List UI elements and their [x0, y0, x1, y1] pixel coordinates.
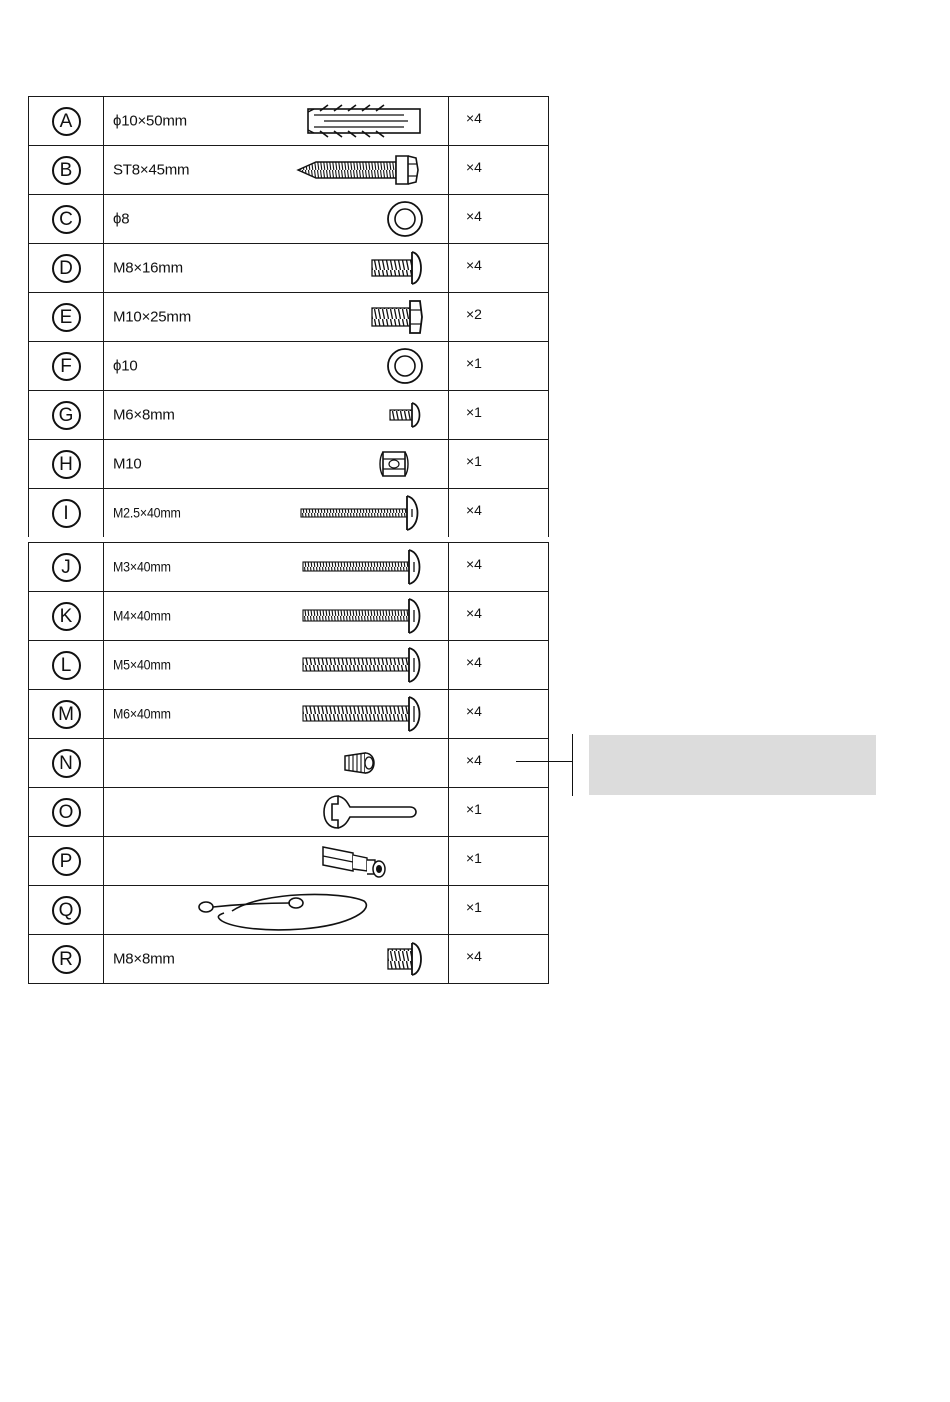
- part-qty: ×4: [466, 948, 482, 964]
- part-letter: H: [52, 450, 81, 479]
- small-bolt-icon: [388, 401, 424, 429]
- part-letter: G: [52, 401, 81, 430]
- part-qty: ×1: [466, 453, 482, 469]
- part-qty: ×4: [466, 159, 482, 175]
- part-letter: L: [52, 651, 81, 680]
- pan-head-bolt-icon: [370, 250, 426, 286]
- part-spec: M10×25mm: [113, 308, 192, 326]
- part-qty: ×4: [466, 257, 482, 273]
- part-spec: M8×16mm: [113, 259, 183, 277]
- table-row: [29, 293, 549, 342]
- spacer-icon: [341, 748, 381, 778]
- table-row: [29, 641, 549, 690]
- table-row: [29, 690, 549, 739]
- table-row: [29, 440, 549, 489]
- washer-icon: [385, 199, 425, 239]
- part-spec: M10: [113, 455, 142, 473]
- part-qty: ×4: [466, 502, 482, 518]
- part-letter: C: [52, 205, 81, 234]
- part-qty: ×1: [466, 850, 482, 866]
- callout-box: [589, 735, 876, 795]
- part-letter: J: [52, 553, 81, 582]
- washer-icon: [385, 346, 425, 386]
- wrench-icon: [322, 792, 420, 832]
- part-letter: K: [52, 602, 81, 631]
- table-row: [29, 342, 549, 391]
- part-letter: P: [52, 847, 81, 876]
- hex-nut-icon: [379, 448, 409, 480]
- table-row: [29, 543, 549, 592]
- part-spec: ϕ8: [113, 210, 130, 228]
- long-screw-icon: [301, 645, 427, 685]
- part-letter: A: [52, 107, 81, 136]
- hex-bit-icon: [319, 841, 391, 881]
- part-spec: M3×40mm: [113, 559, 171, 575]
- part-letter: N: [52, 749, 81, 778]
- callout-bracket-line: [572, 734, 573, 796]
- part-letter: D: [52, 254, 81, 283]
- part-qty: ×1: [466, 899, 482, 915]
- part-spec: ϕ10×50mm: [113, 112, 187, 130]
- part-letter: I: [52, 499, 81, 528]
- part-qty: ×4: [466, 110, 482, 126]
- long-screw-icon: [301, 596, 427, 636]
- part-spec: M2.5×40mm: [113, 505, 181, 521]
- strap-icon: [192, 887, 374, 933]
- lag-screw-icon: [296, 150, 422, 190]
- table-row: [29, 391, 549, 440]
- part-qty: ×4: [466, 605, 482, 621]
- part-spec: M8×8mm: [113, 950, 175, 968]
- part-spec: M4×40mm: [113, 608, 171, 624]
- table-row: [29, 837, 549, 886]
- callout-leader-line: [516, 761, 573, 762]
- part-letter: R: [52, 945, 81, 974]
- wall-anchor-icon: [304, 103, 424, 139]
- table-row: [29, 489, 549, 538]
- part-qty: ×1: [466, 404, 482, 420]
- long-screw-icon: [301, 547, 427, 587]
- part-spec: ST8×45mm: [113, 161, 190, 179]
- hardware-table-part-2: [28, 542, 549, 984]
- table-row: [29, 146, 549, 195]
- hardware-table-part-1: [28, 96, 549, 537]
- table-row: [29, 195, 549, 244]
- table-row: [29, 97, 549, 146]
- part-letter: M: [52, 700, 81, 729]
- part-spec: M5×40mm: [113, 657, 171, 673]
- part-letter: F: [52, 352, 81, 381]
- part-qty: ×1: [466, 355, 482, 371]
- part-letter: E: [52, 303, 81, 332]
- part-letter: O: [52, 798, 81, 827]
- table-row: [29, 886, 549, 935]
- part-letter: B: [52, 156, 81, 185]
- pan-head-bolt-icon: [370, 299, 426, 335]
- table-row: [29, 739, 549, 788]
- part-qty: ×1: [466, 801, 482, 817]
- part-qty: ×4: [466, 703, 482, 719]
- long-screw-icon: [299, 493, 425, 533]
- part-spec: M6×8mm: [113, 406, 175, 424]
- table-row: [29, 592, 549, 641]
- long-screw-icon: [301, 694, 427, 734]
- table-row: [29, 935, 549, 984]
- table-row: [29, 244, 549, 293]
- part-spec: M6×40mm: [113, 706, 171, 722]
- part-spec: ϕ10: [113, 357, 138, 375]
- part-qty: ×4: [466, 654, 482, 670]
- part-qty: ×4: [466, 752, 482, 768]
- table-row: [29, 788, 549, 837]
- part-letter: Q: [52, 896, 81, 925]
- pan-head-bolt-icon: [386, 941, 426, 977]
- part-qty: ×4: [466, 556, 482, 572]
- part-qty: ×2: [466, 306, 482, 322]
- part-qty: ×4: [466, 208, 482, 224]
